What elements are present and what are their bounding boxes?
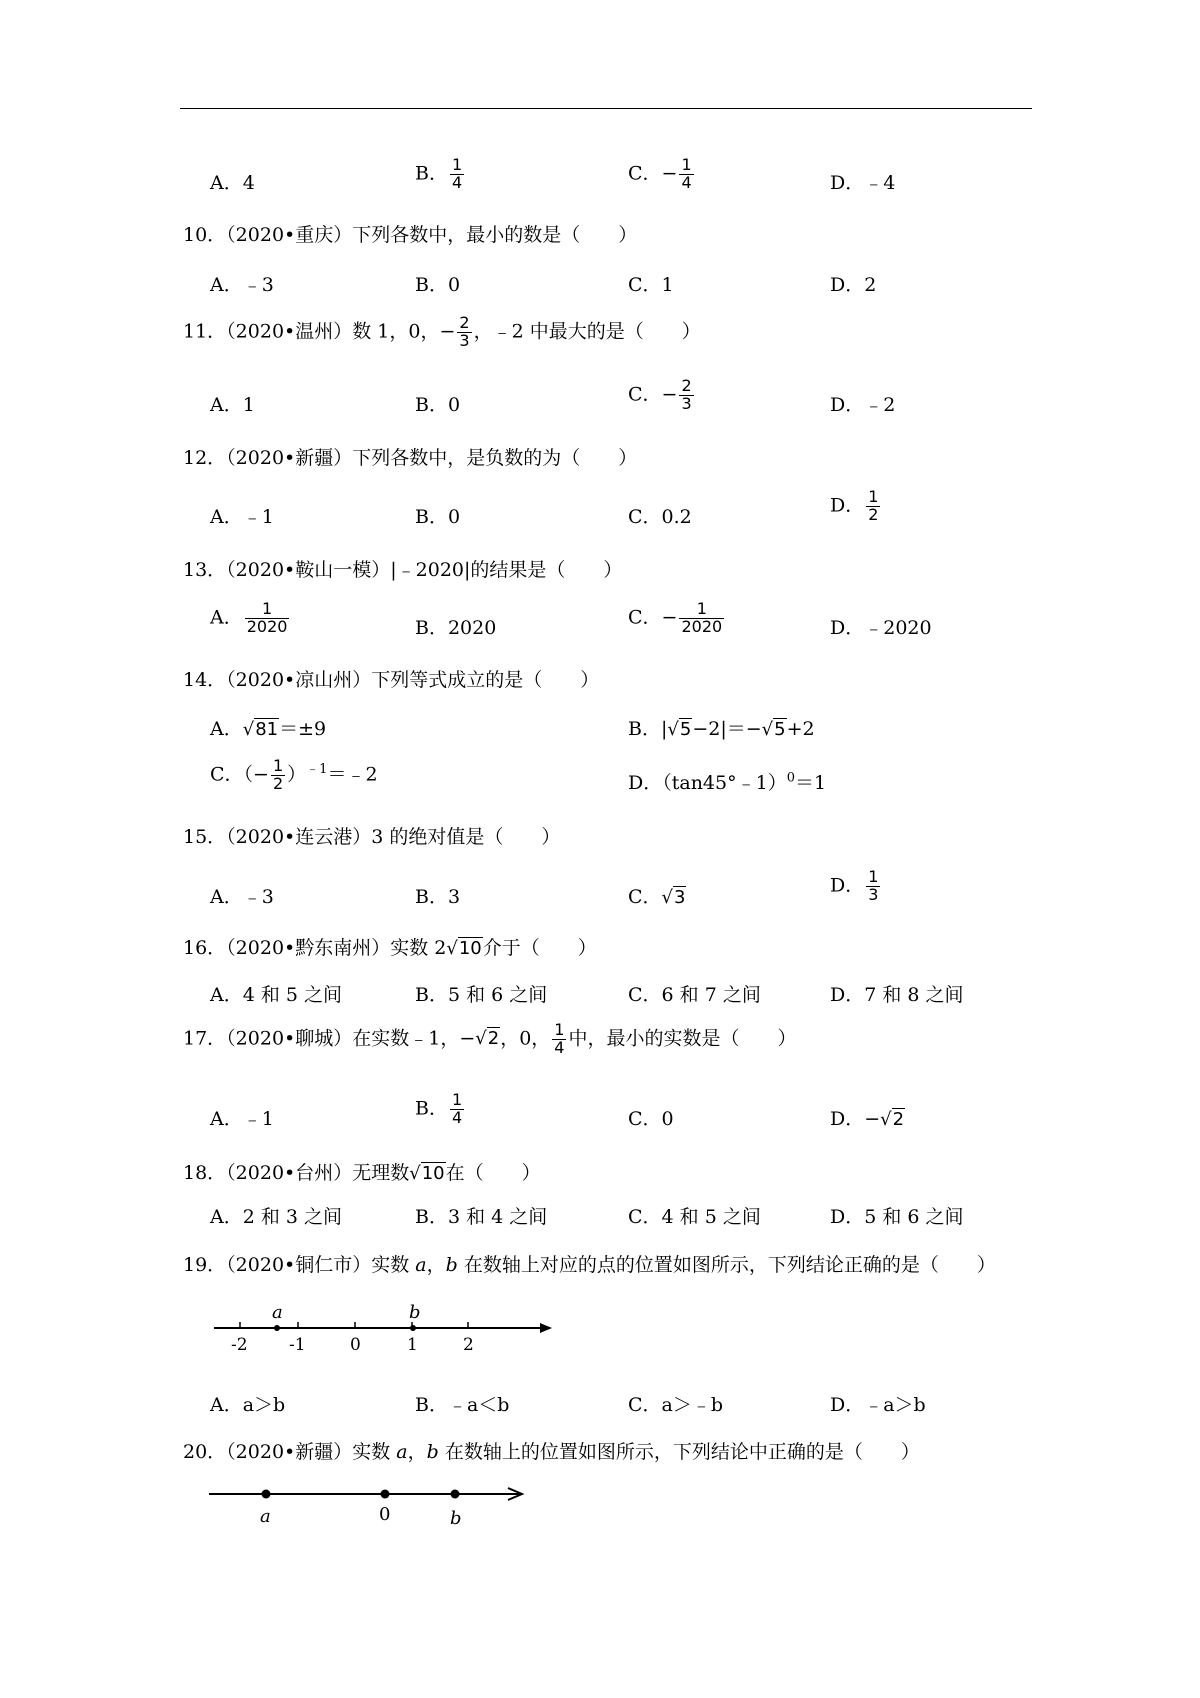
q14-option-a[interactable]: A．√81＝±9	[210, 718, 327, 740]
fraction: $\frac{2}{3}$	[681, 376, 692, 413]
option-c[interactable]: C．− $\frac{1}{4}$	[628, 155, 692, 192]
fraction: $\frac{1}{2020}$	[681, 599, 723, 636]
option-a[interactable]: A．4	[210, 172, 255, 194]
q18-option-d[interactable]: D．5 和 6 之间	[830, 1206, 964, 1228]
q12-option-b[interactable]: B．0	[415, 506, 461, 528]
fraction: $\frac{1}{4}$	[554, 1020, 565, 1057]
q19-option-d[interactable]: D．﹣a＞b	[830, 1394, 926, 1416]
question-14-stem: 14．（2020•凉山州）下列等式成立的是（ ）	[183, 669, 600, 691]
point-b	[451, 1490, 460, 1499]
q18-option-a[interactable]: A．2 和 3 之间	[210, 1206, 343, 1228]
q12-option-d[interactable]: D． $\frac{1}{2}$	[830, 487, 879, 524]
option-d[interactable]: D．﹣4	[830, 172, 896, 194]
question-11-stem: 11．（2020•温州）数 1，0，− $\frac{2}{3}$ ，﹣2 中最大的是（ ）	[183, 313, 701, 350]
question-20-stem: 20．（2020•新疆）实数 a，b 在数轴上的位置如图所示，下列结论中正确的是（ ）	[183, 1441, 920, 1463]
option-b[interactable]: B． $\frac{1}{4}$	[415, 155, 463, 192]
q18-option-b[interactable]: B．3 和 4 之间	[415, 1206, 548, 1228]
tick-label: 0	[350, 1335, 361, 1355]
q11-option-d[interactable]: D．﹣2	[830, 394, 896, 416]
question-15-stem: 15．（2020•连云港）3 的绝对值是（ ）	[183, 826, 561, 848]
fraction: $\frac{1}{3}$	[868, 867, 879, 904]
question-17-stem: 17．（2020•聊城）在实数﹣1，−√2，0， $\frac{1}{4}$ 中，最小的实数是（ ）	[183, 1020, 797, 1057]
fraction: $\frac{1}{4}$	[681, 155, 692, 192]
q16-option-b[interactable]: B．5 和 6 之间	[415, 984, 548, 1006]
label-zero: 0	[379, 1504, 391, 1525]
label-b: b	[450, 1508, 462, 1529]
q12-option-a[interactable]: A．﹣1	[210, 506, 274, 528]
q17-option-c[interactable]: C．0	[628, 1108, 674, 1130]
q16-option-a[interactable]: A．4 和 5 之间	[210, 984, 343, 1006]
tick-label: 2	[463, 1335, 474, 1355]
sqrt: √5	[761, 719, 786, 740]
sqrt: √2	[475, 1028, 500, 1050]
q10-option-d[interactable]: D．2	[830, 274, 877, 296]
point-b	[410, 1325, 416, 1331]
q13-option-b[interactable]: B．2020	[415, 617, 497, 639]
q13-option-a[interactable]: A． $\frac{1}{2020}$	[210, 599, 288, 636]
q13-option-c[interactable]: C．− $\frac{1}{2020}$	[628, 599, 723, 636]
q11-option-a[interactable]: A．1	[210, 394, 255, 416]
q19-option-c[interactable]: C．a＞﹣b	[628, 1394, 724, 1416]
q19-option-a[interactable]: A．a＞b	[210, 1394, 286, 1416]
q18-option-c[interactable]: C．4 和 5 之间	[628, 1206, 761, 1228]
q19-option-b[interactable]: B．﹣a＜b	[415, 1394, 510, 1416]
q17-option-a[interactable]: A．﹣1	[210, 1108, 274, 1130]
fraction: $\frac{2}{3}$	[459, 313, 470, 350]
point-zero	[381, 1490, 390, 1499]
tick-label: 1	[407, 1335, 418, 1355]
tick-label: -2	[231, 1335, 248, 1355]
fraction: $\frac{1}{2}$	[868, 487, 879, 524]
point-a	[262, 1490, 271, 1499]
point-b-label: b	[409, 1302, 421, 1323]
q15-option-d[interactable]: D． $\frac{1}{3}$	[830, 867, 879, 904]
q17-option-d[interactable]: D．−√2	[830, 1108, 905, 1130]
q11-option-c[interactable]: C．− $\frac{2}{3}$	[628, 376, 692, 413]
sqrt: √5	[667, 719, 692, 740]
q16-option-d[interactable]: D．7 和 8 之间	[830, 984, 964, 1006]
question-16-stem: 16．（2020•黔东南州）实数 2√10介于（ ）	[183, 937, 597, 959]
question-10-stem: 10．（2020•重庆）下列各数中，最小的数是（ ）	[183, 224, 638, 246]
number-line-19	[210, 1298, 560, 1356]
q17-option-b[interactable]: B． $\frac{1}{4}$	[415, 1090, 463, 1127]
fraction: $\frac{1}{4}$	[451, 155, 463, 192]
sqrt: √2	[880, 1109, 905, 1130]
q12-option-c[interactable]: C．0.2	[628, 506, 692, 528]
header-rule	[180, 108, 1032, 109]
q10-option-a[interactable]: A．﹣3	[210, 274, 274, 296]
point-a	[274, 1325, 280, 1331]
fraction: $\frac{1}{2}$	[272, 756, 284, 793]
question-13-stem: 13．（2020•鞍山一模）|﹣2020|的结果是（ ）	[183, 559, 623, 581]
fraction: $\frac{1}{4}$	[451, 1090, 463, 1127]
question-19-stem: 19．（2020•铜仁市）实数 a，b 在数轴上对应的点的位置如图所示，下列结论正确的是（ ）	[183, 1254, 996, 1276]
q13-option-d[interactable]: D．﹣2020	[830, 617, 932, 639]
label-a: a	[260, 1506, 271, 1527]
sqrt: √81	[242, 719, 279, 740]
question-18-stem: 18．（2020•台州）无理数√10在（ ）	[183, 1162, 541, 1184]
axis-arrow	[540, 1323, 552, 1333]
q15-option-c[interactable]: C．√3	[628, 886, 686, 908]
sqrt: √3	[661, 887, 686, 908]
fraction: $\frac{1}{2020}$	[246, 599, 288, 636]
q15-option-b[interactable]: B．3	[415, 886, 461, 908]
q14-option-b[interactable]: B．|√5−2|＝−√5+2	[628, 718, 815, 740]
point-a-label: a	[272, 1302, 283, 1323]
q15-option-a[interactable]: A．﹣3	[210, 886, 274, 908]
q14-option-d[interactable]: D．（tan45°﹣1）$^0$＝1	[628, 770, 827, 794]
question-12-stem: 12．（2020•新疆）下列各数中，是负数的为（ ）	[183, 447, 638, 469]
q10-option-b[interactable]: B．0	[415, 274, 461, 296]
sqrt: √10	[446, 938, 482, 959]
q10-option-c[interactable]: C．1	[628, 274, 674, 296]
number-line-20	[205, 1480, 535, 1530]
q11-option-b[interactable]: B．0	[415, 394, 461, 416]
q16-option-c[interactable]: C．6 和 7 之间	[628, 984, 761, 1006]
tick-label: -1	[289, 1335, 306, 1355]
sqrt: √10	[409, 1163, 445, 1184]
q14-option-c[interactable]: C．（− $\frac{1}{2}$ ）$^{﹣1}$＝﹣2	[210, 756, 378, 793]
